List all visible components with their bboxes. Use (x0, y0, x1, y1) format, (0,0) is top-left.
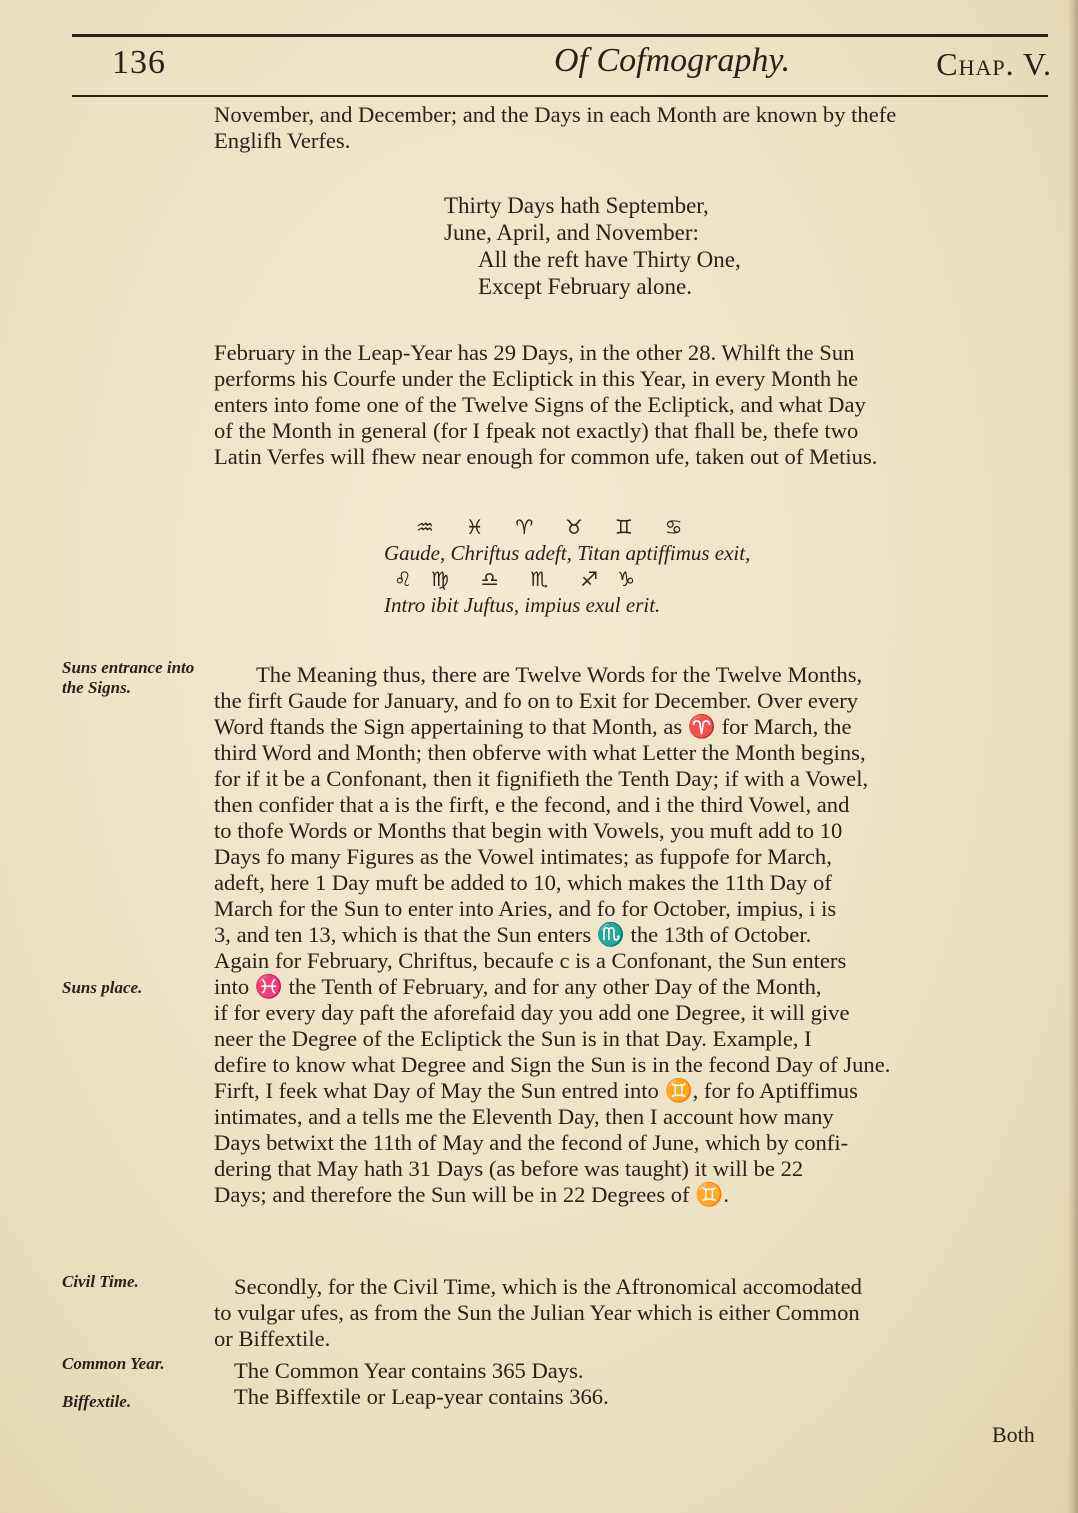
margin-note-biffextile: Biffextile. (62, 1392, 132, 1411)
text-line: dering that May hath 31 Days (as before was taught) it will be 22 (214, 1156, 804, 1181)
text-line: to thofe Words or Months that begin with Vowels, you muft add to 10 (214, 818, 843, 843)
text-line: Days betwixt the 11th of May and the fecond of June, which by confi- (214, 1130, 849, 1155)
year-lengths (214, 1358, 1044, 1410)
text-line: Days; and therefore the Sun will be in 22 Degrees of ♊. (214, 1182, 730, 1207)
text-line: The Meaning thus, there are Twelve Words for the Twelve Months, (256, 662, 863, 687)
margin-note-suns-entrance: Suns entrance into the Signs. (62, 658, 195, 697)
text-line: performs his Courfe under the Ecliptick in this Year, in every Month he (214, 366, 859, 391)
verse-line: June, April, and November: (444, 220, 699, 245)
verse-line: All the reft have Thirty One, (478, 247, 741, 272)
text-line: intimates, and a tells me the Eleventh Day, then I account how many (214, 1104, 834, 1129)
zodiac-signs-row: ♌ ♍ ♎ ♏ ♐ ♑ (394, 567, 636, 591)
intro-line: Englifh Verfes. (214, 128, 351, 153)
page-edge-shadow (1068, 0, 1078, 1513)
text-line: to vulgar ufes, as from the Sun the Julian Year which is either Common (214, 1300, 860, 1325)
text-line: adeft, here 1 Day muft be added to 10, which makes the 11th Day of (214, 870, 832, 895)
chapter-label: Chap. V. (936, 46, 1052, 82)
text-line: Word ftands the Sign appertaining to that Month, as ♈ for March, the (214, 714, 852, 739)
text-line: 3, and ten 13, which is that the Sun enters ♏ the 13th of October. (214, 922, 812, 947)
text-line: Days fo many Figures as the Vowel intimates; as fuppofe for March, (214, 844, 832, 869)
text-line: of the Month in general (for I fpeak not exactly) that fhall be, thefe two (214, 418, 859, 443)
header-bottom-rule (72, 95, 1048, 97)
paragraph-civil-time (214, 1274, 1044, 1352)
margin-note-common-year: Common Year. (62, 1354, 165, 1373)
intro-text (214, 102, 1044, 154)
latin-line: Gaude, Chriftus adeft, Titan aptiffimus exit, (384, 541, 751, 565)
latin-verse (384, 514, 750, 618)
text-line: February in the Leap-Year has 29 Days, in the other 28. Whilft the Sun (214, 340, 855, 365)
english-verse (444, 192, 741, 300)
text-line: neer the Degree of the Ecliptick the Sun is in that Day. Example, I (214, 1026, 812, 1051)
header-top-rule (72, 34, 1048, 37)
verse-line: Thirty Days hath September, (444, 193, 709, 218)
biffextile-line: The Biffextile or Leap-year contains 366. (234, 1384, 609, 1409)
running-title: Of Cofmography. (554, 42, 791, 79)
text-line: or Biffextile. (214, 1326, 331, 1351)
common-year-line: The Common Year contains 365 Days. (234, 1358, 584, 1383)
running-header (72, 38, 1052, 94)
text-line: if for every day paft the aforefaid day you add one Degree, it will give (214, 1000, 850, 1025)
text-line: March for the Sun to enter into Aries, and fo for October, impius, i is (214, 896, 837, 921)
intro-line: November, and December; and the Days in each Month are known by thefe (214, 102, 897, 127)
text-line: Firft, I feek what Day of May the Sun entred into ♊, for fo Aptiffimus (214, 1078, 858, 1103)
paragraph-meaning (214, 662, 1044, 1208)
text-line: defire to know what Degree and Sign the Sun is in the fecond Day of June. (214, 1052, 891, 1077)
text-line: Secondly, for the Civil Time, which is the Aftronomical accomodated (234, 1274, 862, 1299)
text-line: third Word and Month; then obferve with what Letter the Month begins, (214, 740, 866, 765)
paragraph-leap-year (214, 340, 1044, 470)
catchword: Both (992, 1422, 1035, 1447)
text-line: for if it be a Confonant, then it fignifieth the Tenth Day; if with a Vowel, (214, 766, 869, 791)
text-line: enters into fome one of the Twelve Signs of the Ecliptick, and what Day (214, 392, 866, 417)
text-line: Again for February, Chriftus, becaufe c is a Confonant, the Sun enters (214, 948, 847, 973)
zodiac-signs-row: ♒ ♓ ♈ ♉ ♊ ♋ (416, 515, 683, 539)
text-line: Latin Verfes will fhew near enough for common ufe, taken out of Metius. (214, 444, 878, 469)
margin-note-civil-time: Civil Time. (62, 1272, 139, 1291)
margin-note-suns-place: Suns place. (62, 978, 143, 997)
text-line: into ♓ the Tenth of February, and for any other Day of the Month, (214, 974, 822, 999)
verse-line: Except February alone. (478, 274, 692, 299)
text-line: the firft Gaude for January, and fo on to Exit for December. Over every (214, 688, 859, 713)
latin-line: Intro ibit Juftus, impius exul erit. (384, 593, 661, 617)
text-line: then confider that a is the firft, e the fecond, and i the third Vowel, and (214, 792, 850, 817)
page-number: 136 (112, 44, 166, 81)
